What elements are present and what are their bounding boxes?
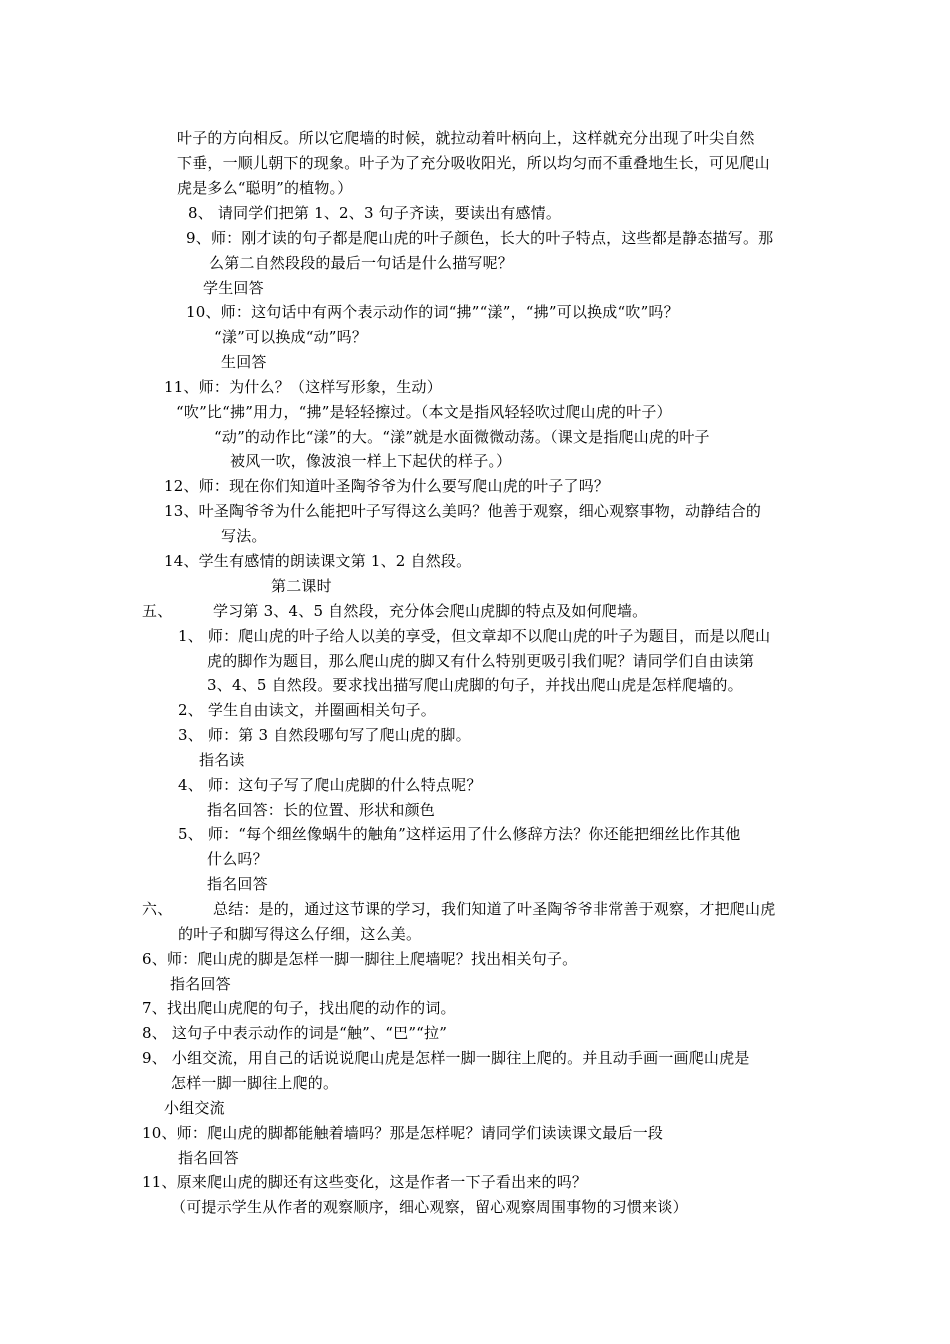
text-line: 10、师：这句话中有两个表示动作的词“拂”“漾”，“拂”可以换成“吹”吗？ bbox=[186, 303, 679, 321]
text-line: 2、 学生自由读文，并圈画相关句子。 bbox=[178, 701, 436, 719]
text-line: 10、师：爬山虎的脚都能触着墙吗？那是怎样呢？请同学们读读课文最后一段 bbox=[142, 1124, 664, 1142]
text-line: 1、 师：爬山虎的叶子给人以美的享受，但文章却不以爬山虎的叶子为题目，而是以爬山 bbox=[178, 627, 771, 645]
text-line: 生回答 bbox=[221, 353, 267, 371]
text-line: 4、 师：这句子写了爬山虎脚的什么特点呢？ bbox=[178, 776, 482, 794]
text-line: 9、 小组交流，用自己的话说说爬山虎是怎样一脚一脚往上爬的。并且动手画一画爬山虎是 bbox=[142, 1049, 750, 1067]
text-line: 指名回答 bbox=[178, 1149, 239, 1167]
text-line: 14、学生有感情的朗读课文第 1、2 自然段。 bbox=[164, 552, 472, 570]
section-number: 六、 bbox=[142, 900, 173, 918]
text-line: 7、找出爬山虎爬的句子，找出爬的动作的词。 bbox=[142, 999, 456, 1017]
text-line: 下垂，一顺儿朝下的现象。叶子为了充分吸收阳光，所以均匀而不重叠地生长，可见爬山 bbox=[177, 154, 770, 172]
text-line: 指名回答 bbox=[170, 975, 231, 993]
text-line: 3、4、5 自然段。要求找出描写爬山虎脚的句子，并找出爬山虎是怎样爬墙的。 bbox=[207, 676, 743, 694]
text-line: 指名读 bbox=[199, 751, 245, 769]
section-heading: 第二课时 bbox=[271, 577, 332, 595]
text-line: 总结：是的，通过这节课的学习，我们知道了叶圣陶爷爷非常善于观察，才把爬山虎 bbox=[213, 900, 776, 918]
text-line: 小组交流 bbox=[164, 1099, 225, 1117]
text-line: 被风一吹，像波浪一样上下起伏的样子。） bbox=[230, 452, 512, 470]
text-line: 怎样一脚一脚往上爬的。 bbox=[171, 1074, 339, 1092]
text-line: 么第二自然段段的最后一句话是什么描写呢？ bbox=[209, 254, 514, 272]
text-line: 学生回答 bbox=[203, 279, 264, 297]
text-line: 什么吗？ bbox=[207, 850, 268, 868]
text-line: 的叶子和脚写得这么仔细，这么美。 bbox=[178, 925, 422, 943]
text-line: 8、 请同学们把第 1、2、3 句子齐读，要读出有感情。 bbox=[188, 204, 562, 222]
text-line: 写法。 bbox=[221, 527, 267, 545]
text-line: 6、师：爬山虎的脚是怎样一脚一脚往上爬墙呢？找出相关句子。 bbox=[142, 950, 578, 968]
text-line: 9、师：刚才读的句子都是爬山虎的叶子颜色，长大的叶子特点，这些都是静态描写。那 bbox=[186, 229, 774, 247]
text-line: “吹”比“拂”用力，“拂”是轻轻擦过。（本文是指风轻轻吹过爬山虎的叶子） bbox=[176, 403, 672, 421]
text-line: 学习第 3、4、5 自然段，充分体会爬山虎脚的特点及如何爬墙。 bbox=[213, 602, 648, 620]
text-line: 13、叶圣陶爷爷为什么能把叶子写得这么美吗？他善于观察，细心观察事物，动静结合的 bbox=[164, 502, 762, 520]
text-line: （可提示学生从作者的观察顺序，细心观察，留心观察周围事物的习惯来谈） bbox=[171, 1198, 688, 1216]
text-line: 指名回答：长的位置、形状和颜色 bbox=[207, 801, 436, 819]
text-line: 8、 这句子中表示动作的词是“触”、“巴”“拉” bbox=[142, 1024, 448, 1042]
text-line: “漾”可以换成“动”吗？ bbox=[214, 328, 368, 346]
text-line: “动”的动作比“漾”的大。“漾”就是水面微微动荡。（课文是指爬山虎的叶子 bbox=[214, 428, 710, 446]
text-line: 11、师：为什么？（这样写形象，生动） bbox=[164, 378, 442, 396]
text-line: 虎的脚作为题目，那么爬山虎的脚又有什么特别更吸引我们呢？请同学们自由读第 bbox=[207, 652, 755, 670]
text-line: 指名回答 bbox=[207, 875, 268, 893]
text-line: 12、师：现在你们知道叶圣陶爷爷为什么要写爬山虎的叶子了吗？ bbox=[164, 477, 610, 495]
text-line: 虎是多么“聪明”的植物。） bbox=[177, 179, 353, 197]
text-line: 11、原来爬山虎的脚还有这些变化，这是作者一下子看出来的吗？ bbox=[142, 1173, 588, 1191]
text-line: 叶子的方向相反。所以它爬墙的时候，就拉动着叶柄向上，这样就充分出现了叶尖自然 bbox=[177, 129, 755, 147]
text-line: 5、 师：“每个细丝像蜗牛的触角”这样运用了什么修辞方法？你还能把细丝比作其他 bbox=[178, 825, 741, 843]
text-line: 3、 师：第 3 自然段哪句写了爬山虎的脚。 bbox=[178, 726, 471, 744]
section-number: 五、 bbox=[142, 602, 173, 620]
